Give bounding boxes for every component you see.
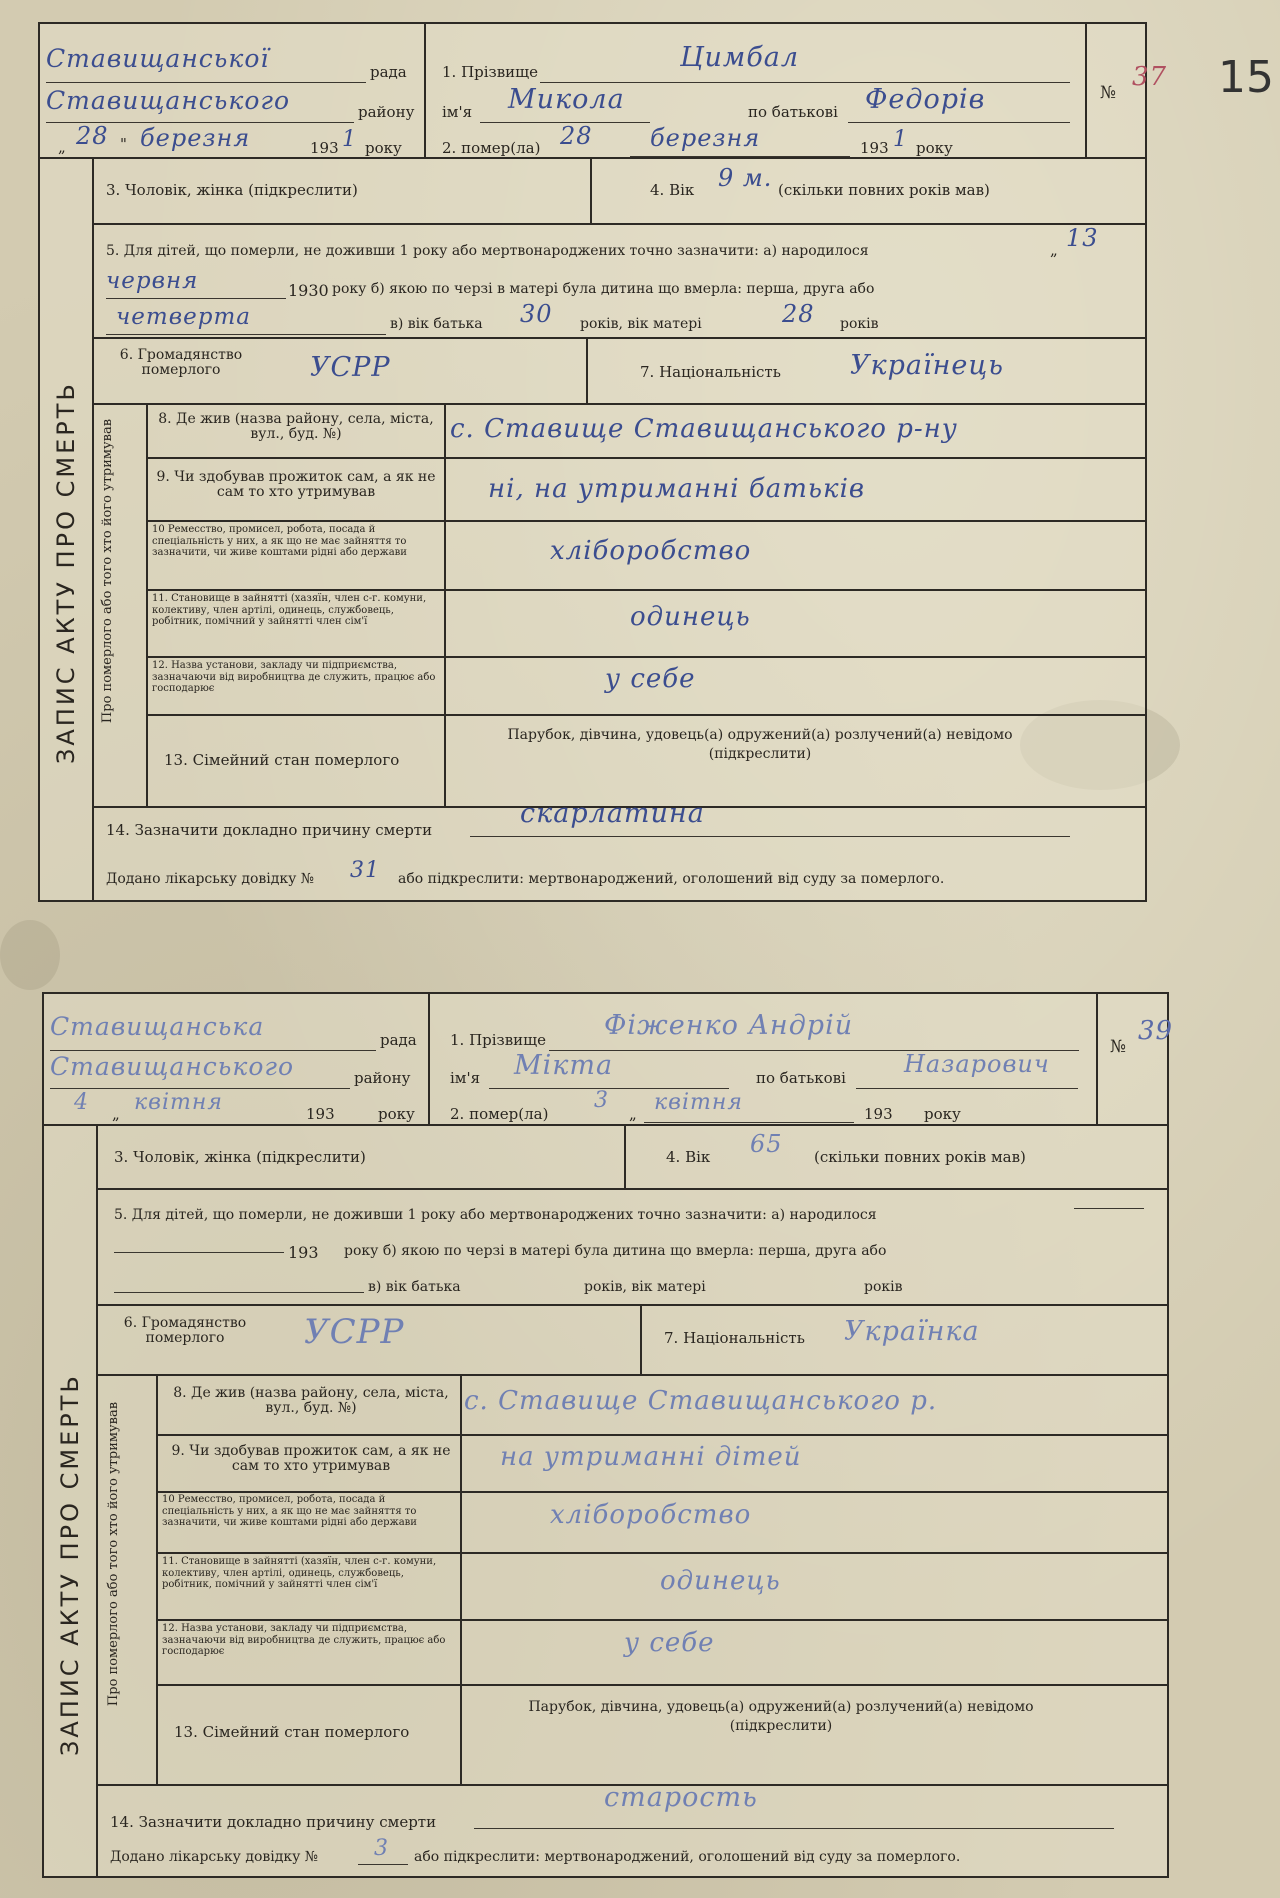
citizenship-label: 6. Громадянство померлого: [123, 1315, 247, 1347]
q12-value: у себе: [605, 664, 696, 694]
divider: [92, 337, 1145, 339]
died-day: 28: [560, 122, 593, 150]
q14-label: 14. Зазначити докладно причину смерти: [110, 1813, 437, 1831]
q9-value: на утриманні дітей: [500, 1442, 802, 1472]
died-month: квітня: [654, 1090, 743, 1115]
q13-label: 13. Сімейний стан померлого: [174, 1723, 410, 1741]
reg-year: 1: [342, 127, 357, 152]
q13-label: 13. Сімейний стан померлого: [164, 751, 400, 769]
divider: [96, 1374, 1167, 1376]
underline: [630, 156, 850, 157]
died-month: березня: [650, 124, 761, 152]
reg-month: квітня: [134, 1090, 223, 1115]
divider: [428, 994, 430, 1124]
divider: [40, 157, 1145, 159]
underline: [644, 1122, 854, 1123]
divider: [156, 1552, 1167, 1554]
divider: [460, 1374, 462, 1784]
divider: [156, 1619, 1167, 1621]
age-label: 4. Вік: [650, 181, 695, 199]
q12-value: у себе: [624, 1628, 715, 1658]
footer-suffix: або підкреслити: мертвонароджений, оголошений від суду за померлого.: [398, 871, 945, 887]
nationality-label: 7. Національність: [664, 1329, 805, 1347]
underline: [1074, 1208, 1144, 1209]
age-suffix: (скільки повних років мав): [778, 181, 990, 199]
q14-value: скарлатина: [520, 798, 705, 829]
gender-label: 3. Чоловік, жінка (підкреслити): [114, 1148, 366, 1166]
underline: [46, 82, 366, 83]
q10-label: 10 Ремесство, промисел, робота, посада й спеціальність у них, а як що не має зайняття то зазначити, чи живе коштами рідні або держави: [162, 1494, 417, 1528]
died-day: 3: [594, 1088, 609, 1113]
q10-value: хліборобство: [550, 536, 752, 566]
surname-value: Цимбал: [680, 42, 800, 73]
year-label: 193: [306, 1105, 335, 1123]
roku-label: року: [378, 1105, 415, 1123]
record-title-vertical: ЗАПИС АКТУ ПРО СМЕРТЬ: [56, 1373, 84, 1756]
q8-label: 8. Де жив (назва району, села, міста, вул., буд. №): [173, 1385, 449, 1417]
patronymic-label: по батькові: [748, 103, 838, 121]
years-label: років: [864, 1279, 903, 1295]
divider: [424, 24, 426, 157]
divider: [146, 403, 148, 806]
underline: [114, 1252, 284, 1253]
footer-prefix: Додано лікарську довідку №: [106, 871, 315, 887]
q14-value: старость: [604, 1782, 758, 1813]
died-roku-label: року: [916, 139, 953, 157]
underline: [106, 334, 386, 335]
divider: [590, 157, 592, 223]
died-year-label: 193: [864, 1105, 893, 1123]
born-month: червня: [106, 268, 199, 294]
divider: [444, 403, 446, 806]
citizenship-label: 6. Громадянство померлого: [119, 347, 243, 379]
underline: [540, 82, 1070, 83]
death-record-form-1: Ставищанської рада Ставищанського району „ 28 " березня 193 1 року 1. Прізвище Цимбал ім'я Микола по батькові Федорів 2. помер(ла) 28 березня 193 1 року № 37 ЗАПИС АКТУ ПРО СМЕРТЬ 3. Чоловік, жінка (підкреслити) 4. Вік 9 м. (скільки повних років мав) 5. Для дітей, що померли, не доживши 1 року або мертвонароджених точно зазначити: а) народилося „ 13 червня 1930 року б) якою по черзі в матері була дитина що вмерла: перша, друга або четверта в) вік батька 30 років, вік матері 28 років 6. Громадянство померлого УСРР 7. Національність Українець Про померлого або того хто його утримував 8. Де жив (назва району, села, міста, вул., буд. №) с. Ставище Ставищанського р-ну 9. Чи здобував прожиток сам, а як не сам то хто утримував ні, на утриманні батьків 10 Ремесство, промисел, робота, посада й спеціальність у них, а як що не має зайняття то зазначити, чи живе коштами рідні або держави хліборобство 11. Становище в зайнятті (хазяїн, член с-г. комуни, колективу, член артілі, одинець, службовець, робітник, помічний у зайнятті член сім'ї одинець 12. Назва установи, закладу чи підприємства, зазначаючи від виробництва де служить, працює або господарює у себе 13. Сімейний стан померлого Парубок, дівчина, удовець(а) одружений(а) розлучений(а) невідомо (підкреслити) 14. Зазначити докладно причину смерти скарлатина Додано лікарську довідку № 31 або підкреслити: мертвонароджений, оголошений від суду за померлого.: [38, 22, 1147, 902]
divider: [146, 520, 1145, 522]
divider: [156, 1491, 1167, 1493]
q9-value: ні, на утриманні батьків: [488, 474, 866, 504]
children-year: 1930: [288, 281, 329, 300]
age-label: 4. Вік: [666, 1148, 711, 1166]
nationality-label: 7. Національність: [640, 363, 781, 381]
surname-label: 1. Прізвище: [442, 63, 539, 81]
footer-number: 3: [374, 1836, 389, 1861]
age-suffix: (скільки повних років мав): [814, 1148, 1026, 1166]
divider: [44, 1124, 1167, 1126]
divider: [146, 656, 1145, 658]
margin-page-number: 15: [1218, 52, 1274, 103]
rayon-value: Ставищанського: [46, 86, 291, 115]
patronymic-value: Назарович: [904, 1050, 1050, 1078]
q10-label: 10 Ремесство, промисел, робота, посада й спеціальність у них, а як що не має зайняття то зазначити, чи живе коштами рідні або держави: [152, 524, 407, 558]
surname-value: Фіженко Андрій: [604, 1010, 854, 1041]
rayon-label: району: [358, 103, 415, 121]
age-value: 65: [750, 1130, 783, 1158]
q14-label: 14. Зазначити докладно причину смерти: [106, 821, 433, 839]
children-line-1: 5. Для дітей, що померли, не доживши 1 року або мертвонароджених точно зазначити: а) народилося: [114, 1207, 877, 1223]
gender-label: 3. Чоловік, жінка (підкреслити): [106, 181, 358, 199]
died-year: 1: [893, 127, 908, 152]
q8-value: с. Ставище Ставищанського р-ну: [450, 414, 958, 444]
q9-label: 9. Чи здобував прожиток сам, а як не сам то хто утримував: [171, 1443, 451, 1475]
about-deceased-vertical: Про померлого або того хто його утримував: [100, 418, 115, 724]
underline: [106, 298, 286, 299]
divider: [156, 1374, 158, 1784]
footer-number: 31: [350, 858, 380, 883]
children-line-2: року б) якою по черзі в матері була дитина що вмерла: перша, друга або: [332, 281, 875, 297]
patronymic-label: по батькові: [756, 1069, 846, 1087]
q13-options: Парубок, дівчина, удовець(а) одружений(а) розлучений(а) невідомо (підкреслити): [528, 1699, 1034, 1734]
number-value: 37: [1132, 62, 1168, 92]
rada-value: Ставищанська: [50, 1012, 265, 1041]
divider: [96, 1124, 98, 1876]
mother-age-label: років, вік матері: [580, 316, 702, 332]
divider: [92, 157, 94, 900]
nationality-value: Українець: [850, 350, 1004, 381]
children-year: 193: [288, 1243, 319, 1262]
citizenship-value: УСРР: [310, 352, 391, 383]
underline: [50, 1088, 350, 1089]
underline: [470, 836, 1070, 837]
divider: [146, 714, 1145, 716]
q13-options: Парубок, дівчина, удовець(а) одружений(а) розлучений(а) невідомо (підкреслити): [507, 727, 1013, 762]
underline: [358, 1864, 408, 1865]
paper-stain: [0, 920, 60, 990]
underline: [848, 122, 1070, 123]
divider: [624, 1124, 626, 1188]
patronymic-value: Федорів: [865, 84, 986, 115]
divider: [92, 403, 1145, 405]
q9-label: 9. Чи здобував прожиток сам, а як не сам то хто утримував: [156, 469, 436, 501]
father-age-label: в) вік батька: [368, 1279, 461, 1295]
rada-label: рада: [370, 63, 407, 81]
divider: [586, 337, 588, 403]
footer-suffix: або підкреслити: мертвонароджений, оголошений від суду за померлого.: [414, 1849, 961, 1865]
underline: [114, 1292, 364, 1293]
divider: [96, 1304, 1167, 1306]
died-roku-label: року: [924, 1105, 961, 1123]
about-deceased-vertical: Про померлого або того хто його утримував: [106, 1401, 121, 1707]
divider: [156, 1434, 1167, 1436]
q11-label: 11. Становище в зайнятті (хазяїн, член с-г. комуни, колективу, член артілі, одинець, службовець, робітник, помічний у зайнятті член сім'ї: [152, 593, 427, 627]
divider: [156, 1684, 1167, 1686]
record-title-vertical: ЗАПИС АКТУ ПРО СМЕРТЬ: [52, 381, 80, 764]
name-label: ім'я: [442, 103, 473, 121]
name-value: Микола: [508, 84, 625, 115]
roku-label: року: [365, 139, 402, 157]
died-label: 2. помер(ла): [442, 139, 541, 157]
name-label: ім'я: [450, 1069, 481, 1087]
age-value: 9 м.: [718, 164, 773, 192]
q8-value: с. Ставище Ставищанського р.: [464, 1386, 938, 1416]
father-age-label: в) вік батька: [390, 316, 483, 332]
divider: [146, 457, 1145, 459]
divider: [1085, 24, 1087, 157]
footer-prefix: Додано лікарську довідку №: [110, 1849, 319, 1865]
rada-label: рада: [380, 1031, 417, 1049]
father-age: 30: [520, 300, 553, 328]
death-record-form-2: Ставищанська рада Ставищанського району 4 „ квітня 193 року 1. Прізвище Фіженко Андрій ім'я Мікта по батькові Назарович 2. помер(ла) 3 „ квітня 193 року № 39 ЗАПИС АКТУ ПРО СМЕРТЬ 3. Чоловік, жінка (підкреслити) 4. Вік 65 (скільки повних років мав) 5. Для дітей, що померли, не доживши 1 року або мертвонароджених точно зазначити: а) народилося 193 року б) якою по черзі в матері була дитина що вмерла: перша, друга або в) вік батька років, вік матері років 6. Громадянство померлого УСРР 7. Національність Українка Про померлого або того хто його утримував 8. Де жив (назва району, села, міста, вул., буд. №) с. Ставище Ставищанського р. 9. Чи здобував прожиток сам, а як не сам то хто утримував на утриманні дітей 10 Ремесство, промисел, робота, посада й спеціальність у них, а як що не має зайняття то зазначити, чи живе коштами рідні або держави хліборобство 11. Становище в зайнятті (хазяїн, член с-г. комуни, колективу, член артілі, одинець, службовець, робітник, помічний у зайнятті член сім'ї одинець 12. Назва установи, закладу чи підприємства, зазначаючи від виробництва де служить, працює або господарює у себе 13. Сімейний стан померлого Парубок, дівчина, удовець(а) одружений(а) розлучений(а) невідомо (підкреслити) 14. Зазначити докладно причину смерти старость Додано лікарську довідку № 3 або підкреслити: мертвонароджений, оголошений від суду за померлого.: [42, 992, 1169, 1878]
birth-order: четверта: [116, 304, 251, 330]
name-value: Мікта: [514, 1050, 614, 1081]
number-label: №: [1100, 83, 1117, 103]
number-value: 39: [1138, 1016, 1174, 1046]
underline: [474, 1828, 1114, 1829]
mother-age-label: років, вік матері: [584, 1279, 706, 1295]
years-label: років: [840, 316, 879, 332]
underline: [50, 1050, 376, 1051]
children-line-2: року б) якою по черзі в матері була дитина що вмерла: перша, друга або: [344, 1243, 887, 1259]
born-day: 13: [1066, 224, 1099, 252]
mother-age: 28: [782, 300, 815, 328]
citizenship-value: УСРР: [304, 1312, 405, 1352]
reg-month: березня: [140, 124, 251, 152]
died-year-label: 193: [860, 139, 889, 157]
died-label: 2. помер(ла): [450, 1105, 549, 1123]
divider: [146, 589, 1145, 591]
reg-day: 4: [74, 1090, 89, 1115]
q10-value: хліборобство: [550, 1500, 752, 1530]
rayon-value: Ставищанського: [50, 1052, 295, 1081]
children-line-1: 5. Для дітей, що померли, не доживши 1 року або мертвонароджених точно зазначити: а) народилося: [106, 243, 869, 259]
reg-day: 28: [76, 122, 109, 150]
rayon-label: району: [354, 1069, 411, 1087]
nationality-value: Українка: [844, 1316, 980, 1347]
underline: [489, 1088, 729, 1089]
q12-label: 12. Назва установи, закладу чи підприємства, зазначаючи від виробництва де служить, працює або господарює: [152, 660, 436, 694]
divider: [92, 223, 1145, 225]
year-label: 193: [310, 139, 339, 157]
divider: [640, 1304, 642, 1374]
q8-label: 8. Де жив (назва району, села, міста, вул., буд. №): [158, 411, 434, 443]
q11-label: 11. Становище в зайнятті (хазяїн, член с-г. комуни, колективу, член артілі, одинець, службовець, робітник, помічний у зайнятті член сім'ї: [162, 1556, 437, 1590]
q12-label: 12. Назва установи, закладу чи підприємства, зазначаючи від виробництва де служить, працює або господарює: [162, 1623, 446, 1657]
divider: [96, 1188, 1167, 1190]
rada-value: Ставищанської: [46, 44, 270, 73]
divider: [1096, 994, 1098, 1124]
q11-value: одинець: [630, 602, 751, 632]
surname-label: 1. Прізвище: [450, 1031, 547, 1049]
number-label: №: [1110, 1037, 1127, 1057]
underline: [856, 1088, 1078, 1089]
q11-value: одинець: [660, 1566, 781, 1596]
